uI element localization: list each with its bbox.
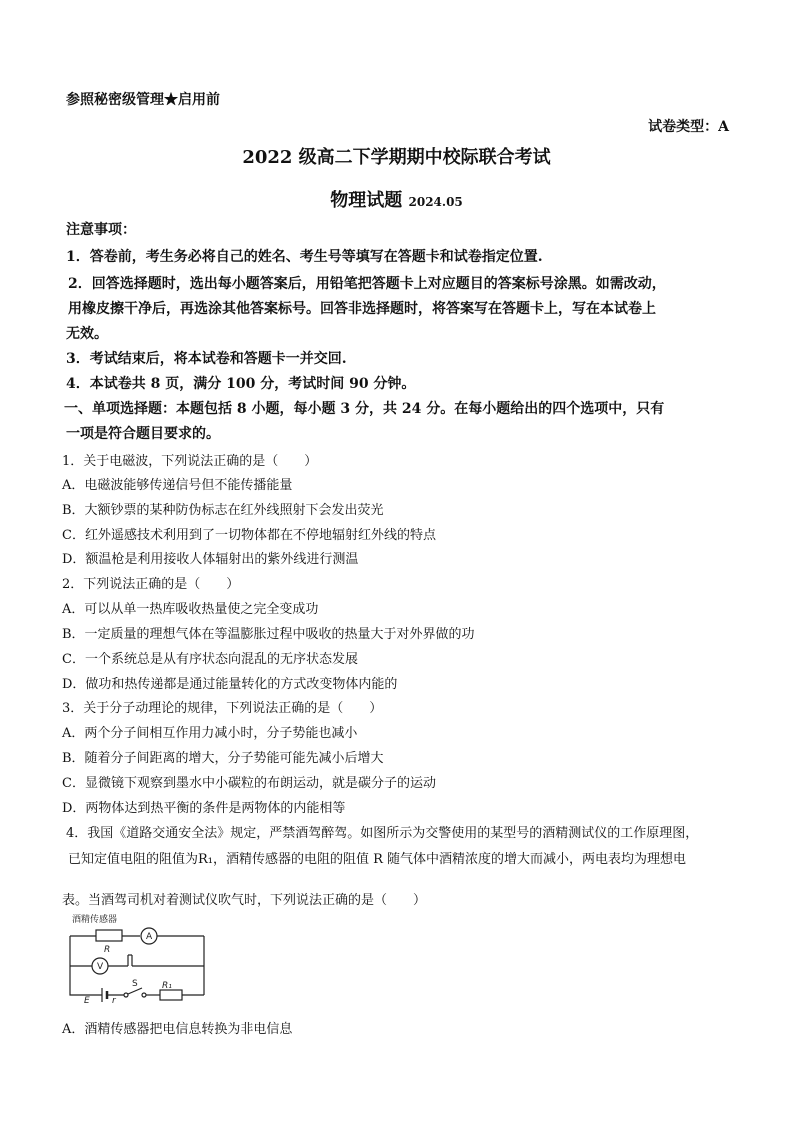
question-stem-cont: 已知定值电阻的阻值为R₁，酒精传感器的电阻的阻值 R 随气体中酒精浓度的增大而减小，两电表均为理想电 <box>68 852 687 867</box>
paper-type: 试卷类型：A <box>648 119 729 135</box>
r1-resistor <box>160 990 182 1000</box>
question-stem: 2．下列说法正确的是（ ） <box>62 577 240 592</box>
note-line: 2．回答选择题时，选出每小题答案后，用铅笔把答题卡上对应题目的答案标号涂黑。如需改动， <box>68 276 666 292</box>
notes-heading: 注意事项： <box>66 222 136 238</box>
question-option: A．电磁波能够传递信号但不能传播能量 <box>62 478 293 493</box>
confidential-label: 参照秘密级管理★启用前 <box>66 92 220 108</box>
question-option: C．红外遥感技术利用到了一切物体都在不停地辐射红外线的特点 <box>62 528 436 543</box>
question-option: C．显微镜下观察到墨水中小碳粒的布朗运动，就是碳分子的运动 <box>62 776 436 791</box>
exam-title: 2022 级高二下学期期中校际联合考试 <box>242 147 551 168</box>
section-heading: 一、单项选择题：本题包括 8 小题，每小题 3 分，共 24 分。在每小题给出的四个选项中，只有 <box>64 401 665 417</box>
question-stem: 4．我国《道路交通安全法》规定，严禁酒驾醉驾。如图所示为交警使用的某型号的酒精测试仪的工作原理图， <box>66 826 699 841</box>
emf-label: E <box>84 996 90 1005</box>
r1-label: R₁ <box>162 981 172 991</box>
question-option: A．两个分子间相互作用力减小时，分子势能也减小 <box>62 726 358 741</box>
subject-title <box>0 186 793 212</box>
internal-r-label: r <box>112 996 116 1005</box>
r-label: R <box>104 945 111 955</box>
question-option: B．大额钞票的某种防伪标志在红外线照射下会发出荧光 <box>62 503 384 518</box>
note-line: 1．答卷前，考生务必将自己的姓名、考生号等填写在答题卡和试卷指定位置. <box>66 249 543 265</box>
switch-label: S <box>132 979 138 989</box>
circuit-diagram <box>62 910 212 1005</box>
question-option: A．可以从单一热库吸收热量使之完全变成功 <box>62 602 319 617</box>
voltmeter-label: V <box>97 962 104 972</box>
subject-name: 物理试题 <box>330 190 403 211</box>
sensor-resistor <box>96 930 122 941</box>
note-line: 4．本试卷共 8 页，满分 100 分，考试时间 90 分钟。 <box>66 376 416 392</box>
ammeter-label: A <box>146 932 153 942</box>
question-option: C．一个系统总是从有序状态向混乱的无序状态发展 <box>62 652 358 667</box>
sensor-label: 酒精传感器 <box>72 915 118 925</box>
question-stem: 1．关于电磁波，下列说法正确的是（ ） <box>62 454 318 469</box>
question-option: D．额温枪是利用接收人体辐射出的紫外线进行测温 <box>62 552 359 567</box>
section-heading-cont: 一项是符合题目要求的。 <box>66 426 220 442</box>
question-option: B．随着分子间距离的增大，分子势能可能先减小后增大 <box>62 751 384 766</box>
note-line: 用橡皮擦干净后，再选涂其他答案标号。回答非选择题时，将答案写在答题卡上，写在本试卷上 <box>68 301 656 317</box>
question-option: D．两物体达到热平衡的条件是两物体的内能相等 <box>62 801 346 816</box>
note-line: 3．考试结束后，将本试卷和答题卡一并交回. <box>66 351 347 367</box>
question-option: A．酒精传感器把电信息转换为非电信息 <box>62 1022 293 1037</box>
question-option: B．一定质量的理想气体在等温膨胀过程中吸收的热量大于对外界做的功 <box>62 627 475 642</box>
note-line: 无效。 <box>66 326 108 342</box>
question-option: D．做功和热传递都是通过能量转化的方式改变物体内能的 <box>62 677 398 692</box>
question-stem-cont: 表。当酒驾司机对着测试仪吹气时，下列说法正确的是（ ） <box>62 893 427 908</box>
exam-date: 2024.05 <box>408 195 463 209</box>
question-stem: 3．关于分子动理论的规律，下列说法正确的是（ ） <box>62 701 383 716</box>
